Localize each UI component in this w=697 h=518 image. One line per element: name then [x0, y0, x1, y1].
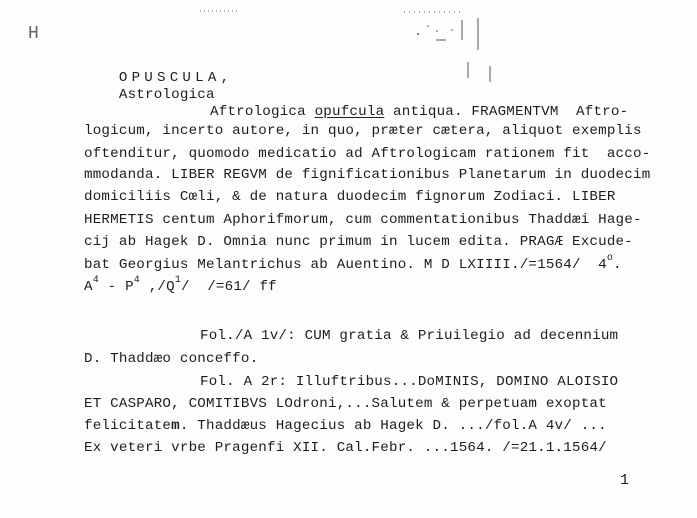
note-line-4: ET CASPARO, COMITIBVS LOdroni,...Salutem & perpetuam exoptat [84, 396, 607, 412]
body-line-5: domiciliis Cœli, & de natura duodecim fignorum Zodiaci. LIBER [84, 189, 616, 205]
body-line-2: logicum, incerto autore, in quo, præter cætera, aliquot exemplis [84, 123, 642, 139]
text-segment: . Thaddæus Hagecius ab Hagek D. .../fol.A 4v/ ... [179, 418, 607, 434]
text-segment: A [84, 279, 93, 295]
superscript: o [606, 253, 614, 265]
title-main: OPUSCULA, [118, 70, 234, 86]
underlined-word: opufcula [314, 104, 385, 120]
text-segment: ,/Q [139, 279, 175, 295]
superscript: 4 [92, 275, 99, 287]
text-segment: / /=61/ ff [181, 279, 277, 295]
text-segment: antiqua. FRAGMENTVM Aftro- [384, 104, 629, 120]
text-segment: Aftrologica [210, 104, 315, 120]
text-segment: - P [98, 279, 134, 295]
collation-line [84, 275, 277, 296]
note-line-3: Fol. A 2r: Illuftribus...DoMINIS, DOMINO ALOISIO [200, 374, 619, 390]
overstruck-letter: m [171, 418, 180, 434]
scan-dot [451, 29, 453, 31]
title-sub: Astrologica [118, 87, 215, 103]
text-segment: . [613, 257, 622, 273]
note-line-5 [84, 418, 607, 435]
body-line-8 [84, 253, 622, 274]
scan-dot [417, 33, 419, 35]
body-line-7: cij ab Hagek D. Omnia nunc primum in lucem edita. PRAGÆ Excude- [84, 234, 633, 250]
note-line-1: Fol./A 1v/: CUM gratia & Priuilegio ad decennium [200, 328, 619, 344]
scan-dot [436, 30, 438, 32]
text-segment: felicitate [84, 418, 172, 434]
superscript: 4 [133, 275, 140, 287]
note-line-2: D. Thaddæo conceffo. [84, 351, 259, 367]
superscript: 1 [174, 275, 182, 287]
body-line-4: mmodanda. LIBER REGVM de fignificationibus Planetarum in duodecim [84, 167, 651, 183]
page-number: 1 [620, 472, 630, 489]
body-line-1 [210, 104, 628, 121]
note-line-6: Ex veteri vrbe Pragenfi XII. Cal.Febr. ...1564. /=21.1.1564/ [84, 440, 607, 456]
corner-mark: H [28, 24, 40, 44]
body-line-6: HERMETIS centum Aphorifmorum, cum commentationibus Thaddæi Hage- [84, 212, 642, 228]
body-line-3: oftenditur, quomodo medicatio ad Aftrologicam rationem fit acco- [84, 146, 651, 162]
scan-dot [427, 25, 429, 27]
text-segment: bat Georgius Melantrichus ab Auentino. M D LXIIII./=1564/ 4 [84, 257, 607, 273]
